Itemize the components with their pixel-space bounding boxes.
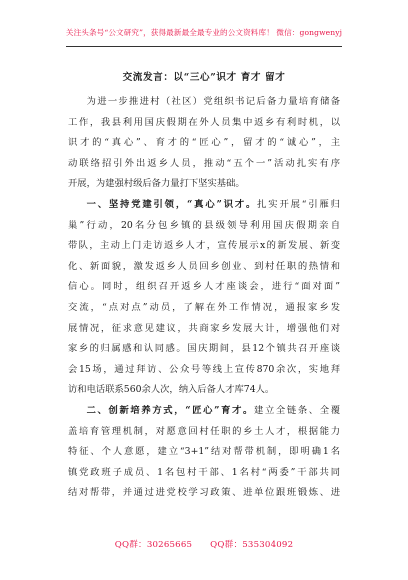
paragraph-line xyxy=(68,442,340,463)
line-text: 会15场，通过拜访、公众号等线上宣传870余次，实地拜 xyxy=(68,363,340,375)
paragraph-line xyxy=(68,92,340,113)
line-text: 带队，主动上门走访返乡人才，宣传展示x的新发展、新变 xyxy=(68,240,340,252)
line-text: 家乡的归属感和认同感。国庆期间，县12个镇共召开座谈 xyxy=(68,343,340,355)
paragraph-line xyxy=(68,277,340,298)
line-text: 建立全链条、全覆 xyxy=(254,404,340,416)
paragraph-line xyxy=(68,319,340,340)
paragraph-line xyxy=(68,257,340,278)
line-text: 化、新面貌，激发返乡人员回乡创业、到村任职的热情和 xyxy=(68,260,340,272)
line-text: 访和电话联系560余人次，纳入后备人才库74人。 xyxy=(68,384,275,396)
paragraph-line xyxy=(68,339,340,360)
paragraph-line xyxy=(68,236,340,257)
line-text: 交流，“点对点”动员，了解在外工作情况，通报家乡发 xyxy=(68,301,340,313)
paragraph-line xyxy=(68,380,340,401)
footer-qq-group-2: QQ群：535304092 xyxy=(210,540,294,550)
footer xyxy=(0,538,408,550)
line-text: 工作，我县利用国庆假期在外人员集中返乡有利时机，以 xyxy=(68,116,340,128)
paragraph-line xyxy=(68,422,340,443)
line-text: 扎实开展“引雁归 xyxy=(257,198,340,210)
paragraph-line xyxy=(68,360,340,381)
line-text: 开展，为建强村级后备力量打下坚实基础。 xyxy=(68,178,245,190)
section-heading: 二、创新培养方式，“匠心”育才。 xyxy=(86,404,254,416)
page-title: 交流发言：以“三心”识才 育才 留才 xyxy=(122,72,286,83)
line-text: 为进一步推进村（社区）党组织书记后备力量培育储备 xyxy=(86,96,340,107)
paragraph-line xyxy=(68,154,340,175)
section-heading: 一、坚持党建引领，“真心”识才。 xyxy=(86,198,258,210)
line-text: 盖培育管理机制，对愿意回村任职的乡土人才，根据能力 xyxy=(68,425,340,437)
header-divider xyxy=(66,46,342,47)
footer-qq-group-1: QQ群：30265665 xyxy=(114,540,193,550)
line-text: 动联络招引外出返乡人员，推动“五个一”活动扎实有序 xyxy=(68,157,340,169)
line-text: 结对帮带，并通过进党校学习政策、进单位跟班锻炼、进 xyxy=(68,487,340,499)
line-text: 特征、个人意愿，建立“3+1”结对帮带机制，即明确1名 xyxy=(68,446,340,458)
paragraph-line xyxy=(68,298,340,319)
paragraph-line xyxy=(68,216,340,237)
paragraph-line xyxy=(68,483,340,504)
line-text: 巢”行动，20名分包乡镇的县级领导利用国庆假期亲自 xyxy=(68,219,340,231)
line-text: 信心。同时，组织召开返乡人才座谈会，进行“面对面” xyxy=(68,281,340,293)
paragraph-line xyxy=(68,195,340,216)
paragraph-line xyxy=(68,133,340,154)
paragraph-line xyxy=(68,113,340,134)
body-text xyxy=(68,92,340,504)
paragraph-line xyxy=(68,174,340,195)
line-text: 镇党政班子成员、1名包村干部、1名村“两委”干部共同 xyxy=(68,466,340,478)
paragraph-line xyxy=(68,401,340,422)
line-text: 识才的“真心”、育才的“匠心”，留才的“诚心”，主 xyxy=(68,137,340,149)
header-banner: 关注头条号“公文研究”，获得最新最全最专业的公文资料库！ 微信：gongwenyj xyxy=(65,28,343,37)
line-text: 展情况，征求意见建议，共商家乡发展大计，增强他们对 xyxy=(68,322,340,334)
paragraph-line xyxy=(68,463,340,484)
